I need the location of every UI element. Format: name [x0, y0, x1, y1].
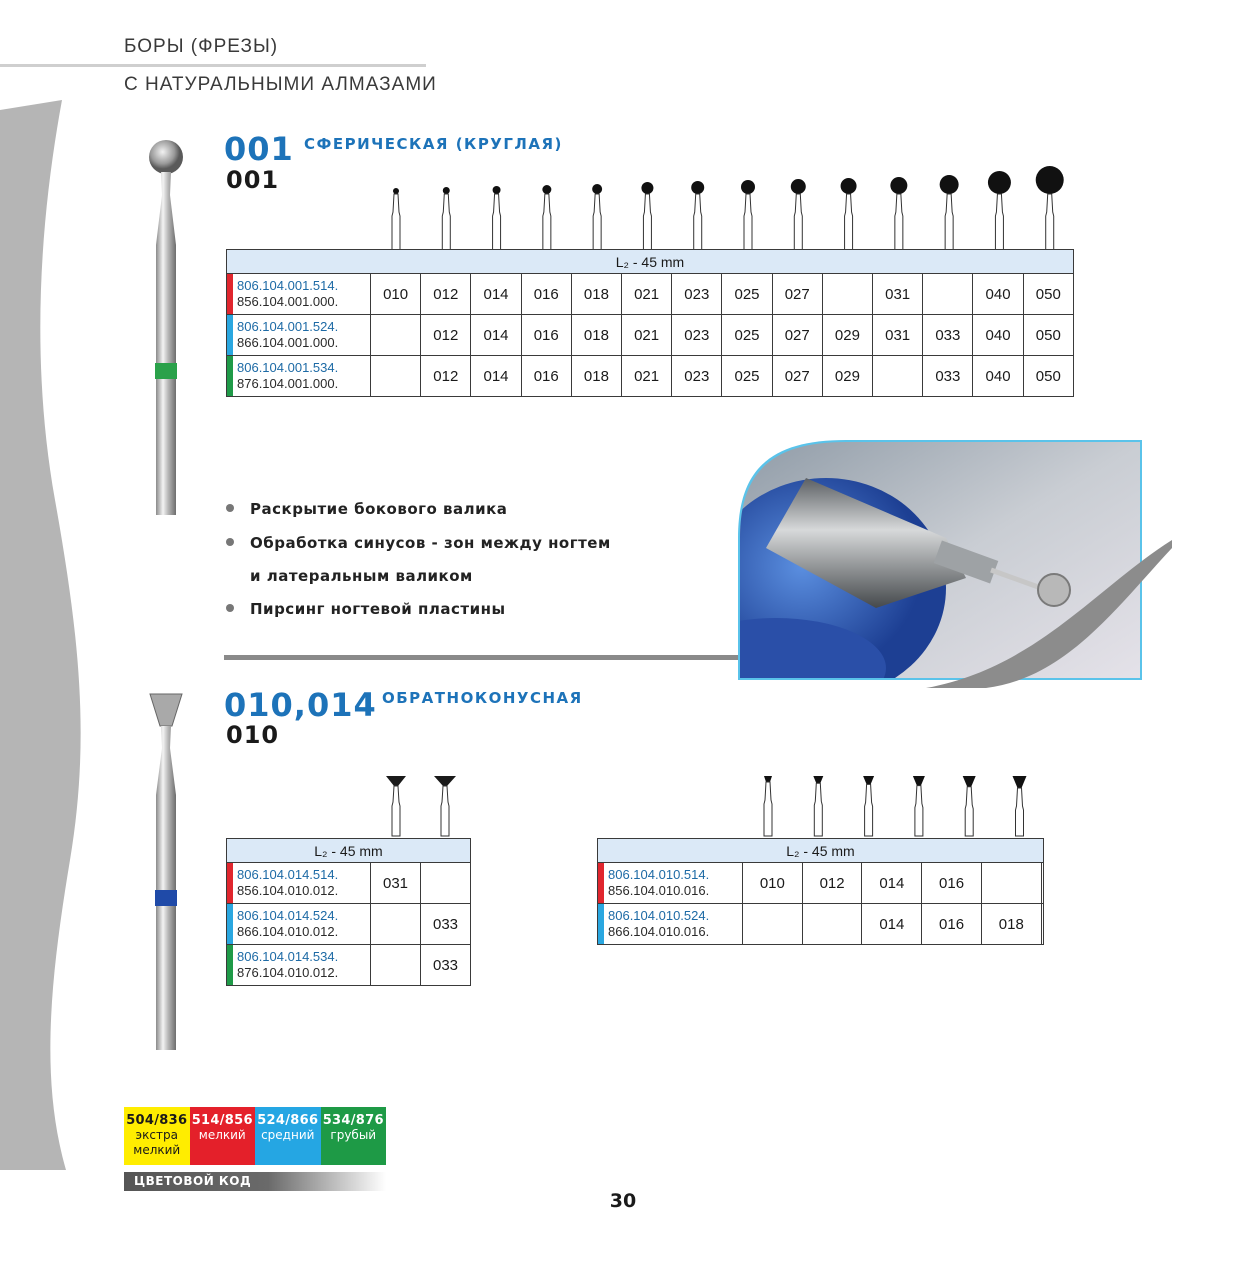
size-cell: 014 [471, 274, 521, 315]
table-row [598, 863, 1044, 904]
code-cell [227, 274, 371, 315]
size-cell: 025 [722, 274, 772, 315]
size-cell: 023 [672, 315, 722, 356]
size-cell: 025 [722, 356, 772, 397]
code-cell [227, 315, 371, 356]
size-cell: 014 [471, 315, 521, 356]
code-secondary: 856.104.010.016. [608, 883, 710, 898]
bullet-item [226, 534, 611, 552]
code-primary: 806.104.001.514. [237, 278, 339, 293]
legend-code: 524/866 [257, 1113, 319, 1128]
size-cell: 050 [1023, 315, 1073, 356]
table-length-header: L₂ - 45 mm [227, 839, 471, 863]
code-secondary: 856.104.010.012. [237, 883, 339, 898]
size-cell: 010 [371, 274, 421, 315]
section2-code-blue: 010,014 [224, 686, 377, 724]
size-cell: 033 [421, 945, 471, 986]
section2-right-table [597, 838, 1044, 945]
size-cell [822, 274, 872, 315]
spherical-size-icons [370, 166, 1074, 250]
size-cell: 029 [822, 315, 872, 356]
code-secondary: 866.104.010.016. [608, 924, 710, 939]
section1-name: СФЕРИЧЕСКАЯ (КРУГЛАЯ) [304, 135, 563, 153]
spherical-bur-icon [493, 186, 501, 250]
legend-label: мелкий [133, 1143, 181, 1157]
inverted-cone-bur-icon [963, 776, 976, 836]
legend-coarse [321, 1107, 387, 1165]
size-cell [371, 356, 421, 397]
grit-stripe [227, 274, 233, 314]
spherical-bur-icon [691, 181, 704, 250]
code-primary: 806.104.014.534. [237, 949, 339, 964]
section1-code-blue: 001 [224, 130, 294, 168]
code-cell [227, 356, 371, 397]
size-cell [923, 274, 973, 315]
spherical-bur-icon [1036, 166, 1064, 250]
grit-stripe [227, 863, 233, 903]
code-secondary: 866.104.001.000. [237, 335, 339, 350]
size-cell: 033 [923, 356, 973, 397]
spherical-bur-icon [392, 188, 400, 250]
code-secondary: 876.104.001.000. [237, 376, 339, 391]
spherical-bur-icon [841, 178, 857, 250]
legend-code: 514/856 [191, 1113, 253, 1128]
size-cell: 040 [973, 315, 1023, 356]
size-cell [371, 945, 421, 986]
size-cell: 033 [923, 315, 973, 356]
size-cell: 014 [862, 863, 922, 904]
size-cell: 031 [873, 315, 923, 356]
bullet-dot-icon [226, 504, 234, 512]
grit-stripe [598, 904, 604, 944]
grit-stripe [227, 315, 233, 355]
section-divider [224, 655, 744, 660]
table-row [227, 356, 1074, 397]
grit-stripe [227, 945, 233, 985]
size-cell: 010 [743, 863, 803, 904]
spherical-bur-icon [542, 185, 551, 250]
size-cell: 012 [802, 863, 862, 904]
inverted-cone-size-icons-left [370, 772, 470, 838]
table-row [227, 315, 1074, 356]
spherical-bur-icon [641, 182, 653, 250]
code-cell [227, 863, 371, 904]
size-cell [421, 863, 471, 904]
code-cell [598, 863, 743, 904]
table-row [227, 274, 1074, 315]
code-primary: 806.104.010.514. [608, 867, 710, 882]
legend-code: 504/836 [126, 1113, 188, 1128]
size-cell: 018 [571, 315, 621, 356]
spherical-bur-icon [890, 177, 907, 250]
grit-stripe [227, 904, 233, 944]
legend-label: экстра [135, 1128, 178, 1142]
inverted-cone-bur-image [128, 690, 204, 1050]
size-cell: 016 [521, 356, 571, 397]
size-cell: 018 [571, 356, 621, 397]
size-cell: 021 [622, 356, 672, 397]
inverted-cone-bur-icon [434, 776, 456, 836]
size-cell: 018 [571, 274, 621, 315]
size-cell: 016 [521, 315, 571, 356]
spherical-bur-icon [741, 180, 755, 250]
inverted-cone-bur-icon [1013, 776, 1027, 836]
grit-stripe [227, 356, 233, 396]
legend-code: 534/876 [322, 1113, 384, 1128]
code-cell [227, 904, 371, 945]
inverted-cone-bur-icon [863, 776, 874, 836]
size-cell [743, 904, 803, 945]
code-primary: 806.104.001.524. [237, 319, 339, 334]
bullet-dot-icon [226, 538, 234, 546]
spherical-bur-icon [442, 187, 450, 250]
section1-table [226, 249, 1074, 397]
bullet-dot-icon [226, 604, 234, 612]
legend-fine [190, 1107, 256, 1165]
legend-label: грубый [330, 1128, 377, 1142]
size-cell: 021 [622, 315, 672, 356]
size-cell: 027 [772, 274, 822, 315]
size-cell: 050 [1023, 356, 1073, 397]
page-number: 30 [609, 1190, 637, 1212]
spherical-bur-icon [940, 175, 959, 250]
code-cell [598, 904, 743, 945]
legend-label: средний [261, 1128, 315, 1142]
size-cell: 029 [822, 356, 872, 397]
size-cell: 027 [772, 356, 822, 397]
table-row [227, 863, 471, 904]
header-divider [0, 64, 426, 67]
code-secondary: 866.104.010.012. [237, 924, 339, 939]
inverted-cone-bur-icon [813, 776, 823, 836]
legend-label: мелкий [198, 1128, 246, 1142]
size-cell: 050 [1023, 274, 1073, 315]
section2-code-black: 010 [226, 721, 280, 749]
section2-name: ОБРАТНОКОНУСНАЯ [382, 689, 583, 707]
inverted-cone-bur-icon [764, 776, 772, 836]
size-cell: 040 [973, 274, 1023, 315]
table-row [598, 904, 1044, 945]
table-length-header: L₂ - 45 mm [598, 839, 1044, 863]
size-cell [371, 904, 421, 945]
bullet-text: Пирсинг ногтевой пластины [250, 600, 506, 618]
bullet-continuation: и латеральным валиком [250, 567, 473, 585]
code-primary: 806.104.014.514. [237, 867, 339, 882]
color-code-legend [124, 1107, 386, 1165]
code-primary: 806.104.010.524. [608, 908, 710, 923]
code-primary: 806.104.001.534. [237, 360, 339, 375]
size-cell: 033 [421, 904, 471, 945]
nail-drill-photo [736, 438, 1172, 688]
code-cell [227, 945, 371, 986]
table-row [227, 904, 471, 945]
size-cell: 021 [622, 274, 672, 315]
bullet-item [226, 600, 506, 618]
code-secondary: 876.104.010.012. [237, 965, 339, 980]
inverted-cone-size-icons-right [742, 772, 1044, 838]
size-cell: 016 [922, 904, 982, 945]
page-header-title: БОРЫ (ФРЕЗЫ) [124, 36, 279, 57]
section1-code-black: 001 [226, 166, 280, 194]
size-cell [873, 356, 923, 397]
size-cell: 016 [922, 863, 982, 904]
legend-medium [255, 1107, 321, 1165]
size-cell: 027 [772, 315, 822, 356]
code-primary: 806.104.014.524. [237, 908, 339, 923]
size-cell: 023 [672, 356, 722, 397]
bullet-text: Обработка синусов - зон между ногтем [250, 534, 611, 552]
size-cell: 012 [421, 356, 471, 397]
inverted-cone-bur-icon [386, 776, 406, 836]
bullet-text: Раскрытие бокового валика [250, 500, 508, 518]
size-cell [802, 904, 862, 945]
size-cell: 018 [981, 904, 1041, 945]
size-cell: 031 [873, 274, 923, 315]
section2-left-table [226, 838, 471, 986]
bullet-item [226, 500, 507, 518]
table-length-header: L₂ - 45 mm [227, 250, 1074, 274]
size-cell: 025 [722, 315, 772, 356]
size-cell: 031 [371, 863, 421, 904]
size-cell: 016 [521, 274, 571, 315]
code-secondary: 856.104.001.000. [237, 294, 339, 309]
size-cell: 040 [973, 356, 1023, 397]
legend-extra-fine [124, 1107, 190, 1165]
spherical-bur-icon [988, 171, 1011, 250]
size-cell: 014 [471, 356, 521, 397]
size-cell: 023 [672, 274, 722, 315]
spherical-bur-image [128, 135, 204, 515]
spherical-bur-icon [592, 184, 602, 250]
grit-stripe [598, 863, 604, 903]
table-row [227, 945, 471, 986]
size-cell: 012 [421, 274, 471, 315]
size-cell [1041, 863, 1043, 904]
size-cell: 014 [862, 904, 922, 945]
side-wave-decoration [0, 100, 90, 1170]
page-header-subtitle: С НАТУРАЛЬНЫМИ АЛМАЗАМИ [124, 74, 437, 95]
inverted-cone-bur-icon [913, 776, 925, 836]
size-cell [981, 863, 1041, 904]
size-cell [371, 315, 421, 356]
size-cell [1041, 904, 1043, 945]
size-cell: 012 [421, 315, 471, 356]
color-code-caption: ЦВЕТОВОЙ КОД [124, 1172, 386, 1191]
spherical-bur-icon [791, 179, 806, 250]
